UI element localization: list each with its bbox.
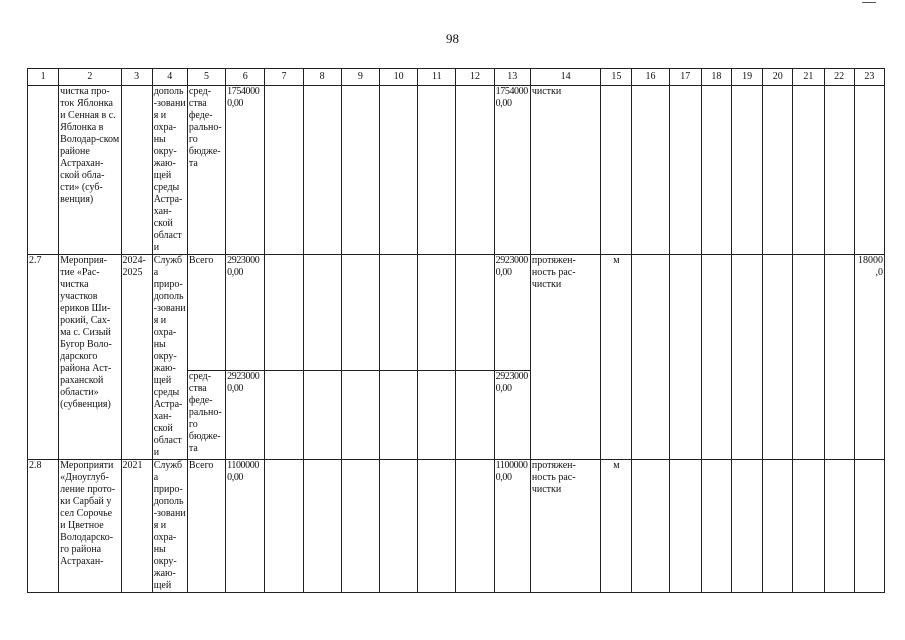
column-header: 10 (380, 69, 418, 86)
column-header: 21 (793, 69, 824, 86)
row-total-13: 29230000,00 (494, 255, 530, 371)
column-header: 20 (763, 69, 793, 86)
column-header: 13 (494, 69, 530, 86)
row-name: чистка про-тоκ Яблонка и Сенная в с. Яблонка в Володар-ском районе Астрахан-ской обла-сти» (суб-венция) (59, 86, 121, 255)
row-executor: Служба приро-дополь-зования и охра-ны окру-жаю-щей (153, 460, 186, 591)
row-source: сред-ства феде-рально-го бюдже-та (187, 86, 225, 255)
row-value-23 (854, 86, 884, 255)
row-total-13: 11000000,00 (494, 460, 530, 593)
column-header: 2 (59, 69, 121, 86)
column-header: 3 (121, 69, 152, 86)
column-header: 6 (226, 69, 265, 86)
column-header: 19 (732, 69, 763, 86)
row-indicator: чистки (530, 86, 600, 255)
budget-table (27, 68, 885, 593)
row-number: 2.7 (28, 255, 59, 460)
column-header: 16 (632, 69, 669, 86)
page-number: 98 (446, 31, 459, 46)
row-period: 2021 (121, 460, 152, 593)
column-header: 5 (187, 69, 225, 86)
row-value-23: 18000,0 (854, 255, 884, 460)
row-source: Всего (187, 460, 225, 593)
table-row (28, 86, 885, 255)
table-row (28, 460, 885, 593)
column-header: 17 (669, 69, 701, 86)
row-executor: Служба приро-дополь-зования и охра-ны окру-жаю-щей среды Астра-хан-ской области (153, 255, 186, 458)
column-header: 1 (28, 69, 59, 86)
column-header: 18 (701, 69, 731, 86)
row-unit (601, 86, 632, 255)
row-total: 29230000,00 (226, 255, 265, 371)
row-indicator: протяжен-ность рас-чистки (530, 460, 600, 593)
row-total: 17540000,00 (226, 86, 265, 255)
column-header: 23 (854, 69, 884, 86)
corner-mark (862, 2, 876, 3)
row-number: 2.8 (28, 460, 59, 593)
column-header: 4 (152, 69, 187, 86)
column-header: 11 (418, 69, 456, 86)
column-header: 12 (456, 69, 494, 86)
row-value-23 (854, 460, 884, 593)
column-header: 7 (265, 69, 303, 86)
row-indicator: протяжен-ность рас-чистки (530, 255, 600, 460)
row-total: 11000000,00 (226, 460, 265, 593)
row-source: Всего (187, 255, 225, 371)
table-row (28, 255, 885, 371)
row-total: 29230000,00 (226, 370, 265, 459)
column-header: 14 (530, 69, 600, 86)
column-header: 22 (824, 69, 854, 86)
row-name: Мероприя-тие «Рас-чистка участков ериков Ши-рокий, Сах-ма с. Сизый Бугор Воло-дарского района Аст-раханской области» (субвенция) (59, 255, 121, 460)
row-source: сред-ства феде-рально-го бюдже-та (187, 370, 225, 459)
row-executor: дополь-зования и охра-ны окру-жаю-щей среды Астра-хан-ской области (153, 86, 186, 253)
header-row (28, 69, 885, 86)
row-name: Мероприяти «Дноуглуб-ление прото-ки Сарбай у сел Сорочье и Цветное Володарско-го района Астрахан- (59, 460, 121, 593)
column-header: 8 (303, 69, 341, 86)
row-unit: м (601, 255, 632, 460)
column-header: 15 (601, 69, 632, 86)
row-total-13: 29230000,00 (494, 370, 530, 459)
row-number (28, 86, 59, 255)
row-total-13: 17540000,00 (494, 86, 530, 255)
column-header: 9 (341, 69, 379, 86)
row-unit: м (601, 460, 632, 593)
row-period (121, 86, 152, 255)
row-period: 2024-2025 (121, 255, 152, 460)
